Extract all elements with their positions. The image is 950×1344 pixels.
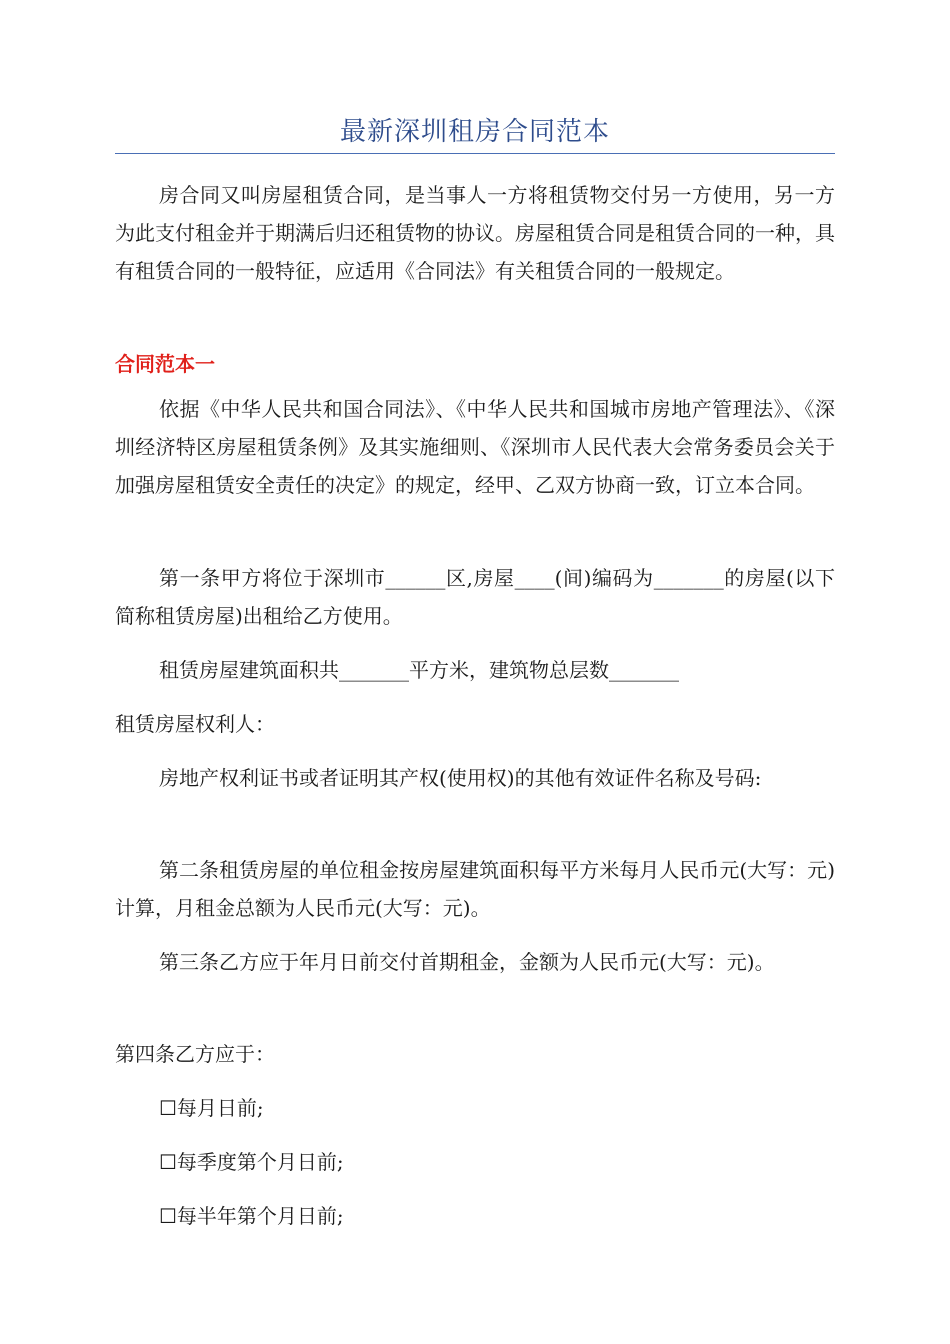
- article-2-paragraph: 第二条租赁房屋的单位租金按房屋建筑面积每平方米每月人民币元(大写：元)计算，月租金总额为人民币元(大写：元)。: [115, 858, 835, 920]
- title-underline: [115, 153, 835, 154]
- owner-paragraph: 租赁房屋权利人：: [115, 712, 275, 736]
- certificate-paragraph: 房地产权利证书或者证明其产权(使用权)的其他有效证件名称及号码:: [159, 766, 762, 790]
- area-paragraph: 租赁房屋建筑面积共_______平方米，建筑物总层数_______: [159, 658, 679, 682]
- option-half-yearly: ☐每半年第个月日前;: [159, 1204, 344, 1228]
- basis-paragraph: 依据《中华人民共和国合同法》、《中华人民共和国城市房地产管理法》、《深圳经济特区房屋租赁条例》及其实施细则、《深圳市人民代表大会常务委员会关于加强房屋租赁安全责任的决定》的规定，经甲、乙双方协商一致，订立本合同。: [115, 397, 835, 497]
- section-heading: 合同范本一: [115, 352, 215, 376]
- article-4-paragraph: 第四条乙方应于：: [115, 1042, 275, 1066]
- article-1-paragraph: 第一条甲方将位于深圳市______区,房屋____(间)编码为_______的房屋(以下简称租赁房屋)出租给乙方使用。: [115, 566, 835, 628]
- document-title: 最新深圳租房合同范本: [339, 117, 610, 147]
- option-quarterly: ☐每季度第个月日前;: [159, 1150, 344, 1174]
- intro-paragraph: 房合同又叫房屋租赁合同，是当事人一方将租赁物交付另一方使用，另一方为此支付租金并于期满后归还租赁物的协议。房屋租赁合同是租赁合同的一种，具有租赁合同的一般特征，应适用《合同法》有关租赁合同的一般规定。: [115, 183, 835, 283]
- article-3-paragraph: 第三条乙方应于年月日前交付首期租金，金额为人民币元(大写：元)。: [159, 950, 775, 974]
- option-monthly: ☐每月日前;: [159, 1096, 264, 1120]
